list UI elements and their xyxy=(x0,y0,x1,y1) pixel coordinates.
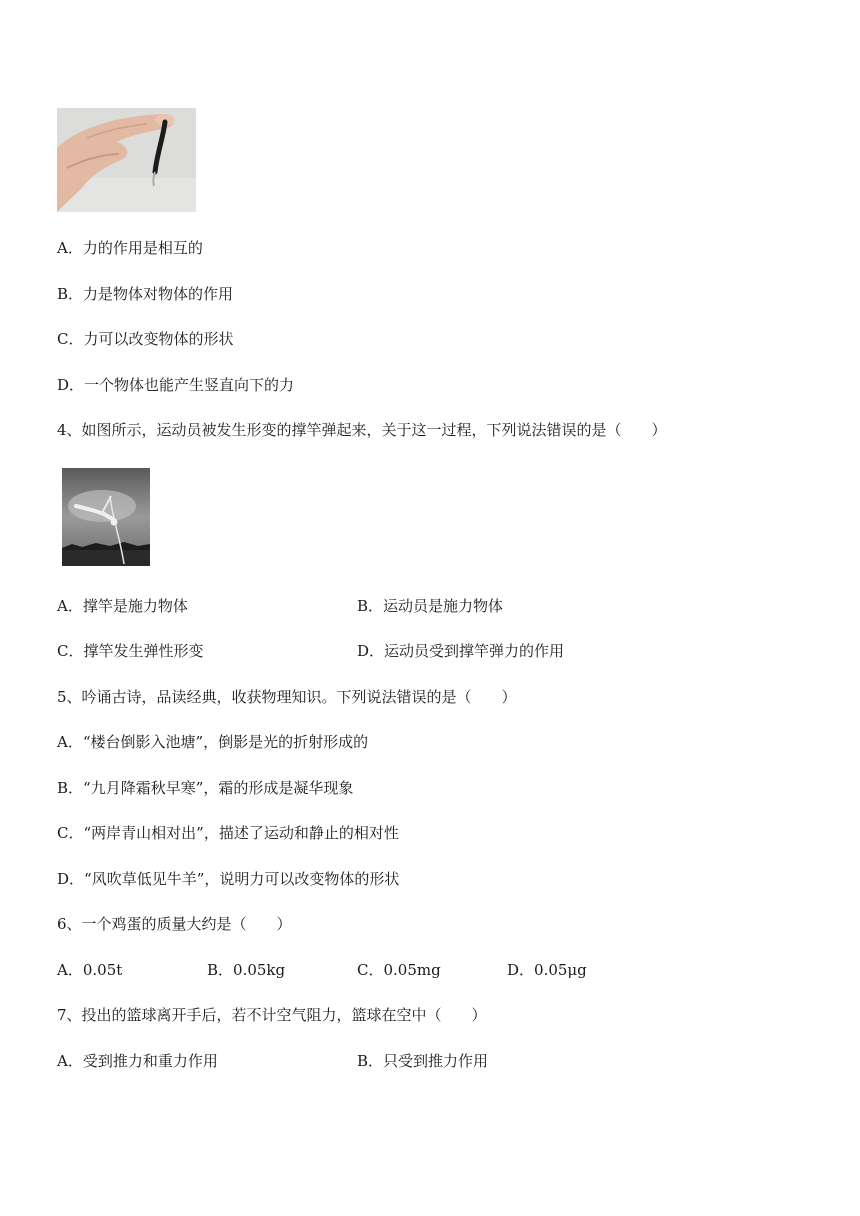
q4-option-a: A．撑竿是施力物体 xyxy=(57,597,188,615)
q6-option-a: A．0.05t xyxy=(57,961,123,979)
q7-stem: 7、投出的篮球离开手后，若不计空气阻力，篮球在空中（ ） xyxy=(57,1006,487,1024)
q5-stem: 5、吟诵古诗，品读经典，收获物理知识。下列说法错误的是（ ） xyxy=(57,688,517,706)
q6-option-d: D．0.05μg xyxy=(507,961,587,979)
q6-stem: 6、一个鸡蛋的质量大约是（ ） xyxy=(57,915,292,933)
pole-vault-illustration xyxy=(62,468,150,566)
q6-option-c: C．0.05mg xyxy=(357,961,441,979)
pole-vault-photo xyxy=(62,468,150,566)
q5-option-b: B．“九月降霜秋早寒”，霜的形成是凝华现象 xyxy=(57,779,354,797)
q3-option-a: A．力的作用是相互的 xyxy=(57,239,203,257)
finger-press-photo xyxy=(57,108,196,212)
q7-option-a: A．受到推力和重力作用 xyxy=(57,1052,218,1070)
q3-option-c: C．力可以改变物体的形状 xyxy=(57,330,234,348)
q4-option-d: D．运动员受到撑竿弹力的作用 xyxy=(357,642,565,660)
q6-option-b: B．0.05kg xyxy=(207,961,286,979)
finger-press-illustration xyxy=(57,108,196,212)
q3-option-b: B．力是物体对物体的作用 xyxy=(57,285,234,303)
q5-option-d: D．“风吹草低见牛羊”，说明力可以改变物体的形状 xyxy=(57,870,400,888)
q4-option-b: B．运动员是施力物体 xyxy=(357,597,504,615)
q4-option-c: C．撑竿发生弹性形变 xyxy=(57,642,204,660)
q5-option-a: A．“楼台倒影入池塘”，倒影是光的折射形成的 xyxy=(57,733,369,751)
q4-stem: 4、如图所示，运动员被发生形变的撑竿弹起来，关于这一过程，下列说法错误的是（ ） xyxy=(57,421,667,439)
q3-option-d: D．一个物体也能产生竖直向下的力 xyxy=(57,376,295,394)
q7-option-b: B．只受到推力作用 xyxy=(357,1052,489,1070)
q5-option-c: C．“两岸青山相对出”，描述了运动和静止的相对性 xyxy=(57,824,399,842)
